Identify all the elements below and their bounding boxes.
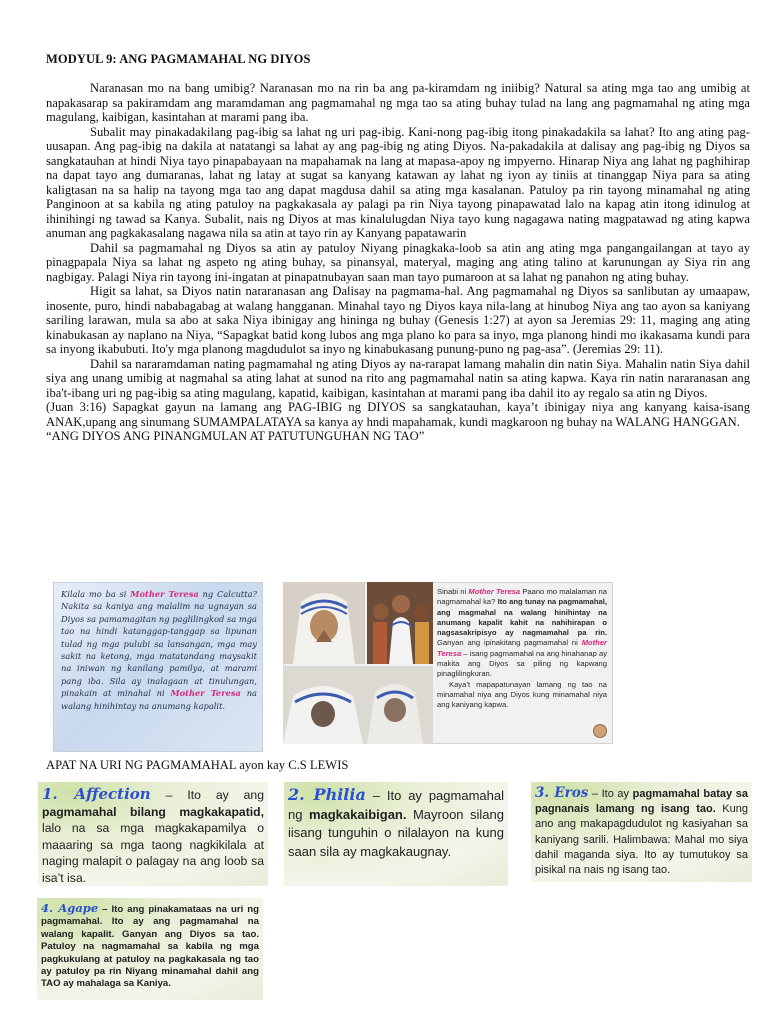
card-philia (284, 782, 508, 886)
paragraph-3: Dahil sa pagmamahal ng Diyos sa atin ay patuloy Niyang pinagkaka-loob sa atin ang ating mga pangangailangan at tayo ay pinagpapala Niya sa lahat ng aspeto ng ating buhay, sa pinansyal, materyal, maging ang ating talino at karunungan ay Siya rin ang nagbigay. Palagi Niya rin tayong ini-ingatan at pinapatnubayan saan man tayo pumaroon at sa lahat ng panahon ng ating buhay. (46, 240, 750, 284)
eros-text (535, 786, 748, 878)
agape-text (41, 902, 259, 991)
affection-bold: pagmamahal bilang magkakapatid, (42, 804, 264, 819)
agape-text-1: – Ito ang pinakamataas na uri ng pagmamahal. Ito ay ang pagmamahal na walang kapalit. Ganyan ang Diyos sa tao. Patuloy na nagmamahal sa kabila ng mga pagkukulang at patuloy na pagkakasala ng tao ay patuloy pa rin Niyang minamahal dahil ang TAO ay mahalaga sa Kaniya. (41, 904, 259, 990)
philia-bold: magkakaibigan. (308, 806, 407, 822)
quote-heading: “ANG DIYOS ANG PINANGMULAN AT PATUTUNGUHAN NG TAO” (46, 429, 425, 443)
paragraph-2: Subalit may pinakadakilang pag-ibig sa lahat ng uri pag-ibig. Kani-nong pag-ibig itong pinakadakila sa lahat? Ito ang ating pag-uusapan. Ang pag-ibig na dakila at natatangi sa lahat ay ang pag-ibig ng ating Diyos. Na-pakadakila at dalisay ang pag-ibig ng Diyos sa sangkatauhan at hindi Niya tayo pinapabayaan na mapahamak na lang at mapasa-apoy ng impyerno. Hinarap Niya ang lahat ng paghihirap na dapat tayo ang dumaranas, lahat ng latay at sugat sa kanyang katawan ay lahat ng iyon ay tiniis at tinanggap Niya para sa ating kaligtasan na sa halip na tayong mga tao ang dapat magdusa dahil sa ating mga kasalanan. Patuloy pa rin tayong minamahal ng ating Panginoon at sa kabila ng ating patuloy na pagkakasala ay palagi pa rin Niya tayong pinapawatad lalo na kapag atin itong idinulog at ihinihingi ng tawad sa Kanya. Subalit, nais ng Diyos at mas kinalulugdan Niya tayo kung nagagawa nating magpatawad ng ating kapwa anuman ang pagkakasalang nagawa nila sa atin at tayo rin ay Kanyang papatawarin (46, 124, 750, 240)
philia-title: 2. Philia (288, 785, 366, 804)
intro-text-3: na walang hinihintay na anumang kapalit. (61, 688, 258, 711)
quote-text-3: Ito ang tunay na pagmamahal, ang magmahal na walang hinihintay na anumang kapalit kahit na nahihirapan o nagsasakripisyo ay nagmamahal pa rin. (437, 597, 607, 638)
mother-teresa-quote-panel (283, 582, 613, 744)
photo-with-elder (283, 666, 433, 744)
photo-with-children (367, 582, 433, 664)
intro-name-2: Mother Teresa (170, 688, 241, 699)
affection-title: 1. Affection (42, 785, 151, 803)
affection-text-2: lalo na sa mga magkakapamilya o maaaring sa mga taong nagkikilala at naging malapit o palagay na ang loob sa isa’t isa. (42, 821, 264, 885)
author-avatar-icon (593, 724, 607, 738)
philia-text-2: Mayroon silang iisang tunguhin o nilalayon na kung saan sila ay magkakaugnay. (288, 806, 504, 859)
eros-text-1: – Ito ay (588, 788, 633, 800)
intro-text-2: ng Calcutta? Nakita sa kaniya ang malalim na ugnayan sa Diyos sa pamamagitan ng paglilingkod sa mga tao na hindi katanggap-tanggap sa lipunan tulad ng mga pulubi sa lansangan, mga may sakit na ketong, mga matatandang maysakit na iniwan ng kanilang pamilya, at marami pang iba. Sila ay inalagaan at tinulungan, pinakain at minahal ni (61, 589, 257, 699)
affection-text-1: – Ito ay ang (150, 788, 264, 802)
intro-text-1: Kilala mo ba si (61, 589, 131, 599)
quote-text-5: – isang pagmamahal na ang hinahanap ay makita ang Diyos sa piling ng kapwang pinaglilingkuran. (437, 648, 607, 679)
document-body (46, 52, 750, 444)
quote-text-4: Ganyan ang ipinakitang pagmamahal ni (437, 638, 582, 648)
eros-text-2: Kung ano ang makapagdudulot ng kasiyahan sa kaniyang sarili. Halimbawa: Mahal mo siya dahil maganda siya. Ito ay tumutukoy sa pisikal na nais ng isang tao. (535, 803, 748, 877)
agape-title: 4. Agape (41, 901, 99, 915)
module-title: MODYUL 9: ANG PAGMAMAHAL NG DIYOS (46, 52, 311, 66)
philia-text-1: – Ito ay pagmamahal ng (288, 788, 504, 822)
paragraph-5: Dahil sa nararamdaman nating pagmamahal ng ating Diyos ay na-rarapat lamang mahalin din natin Siya. Mahalin natin Siya dahil siya ang unang umibig at nagmahal sa ating lahat at sunod na rito ang pagmamahal natin sa ating kapwa. Kaya rin natin nararanasan ang iba't-ibang uri ng pag-ibig sa ating magulang, kapatid, kaibigan, kasintahan at marami pang iba dahil ito ay regalo sa atin ng Diyos. (46, 356, 750, 400)
quote-name-1: Mother Teresa (468, 587, 521, 596)
quote-text-1: Sinabi ni (437, 587, 469, 596)
quote-text-2: Paano mo malalaman na nagmamahal ka? (437, 587, 607, 607)
quote-name-2: Mother Teresa (437, 638, 607, 658)
quote-text-6: Kaya’t mapapatunayan lamang ng tao na minamahal niya ang Diyos kung minamahal niya ang kaniyang kapwa. (437, 679, 607, 710)
philia-text (288, 786, 504, 861)
mother-teresa-quote-text (437, 587, 607, 711)
card-eros (531, 782, 752, 882)
affection-text (42, 786, 264, 886)
paragraph-1: Naranasan mo na bang umibig? Naranasan mo na rin ba ang pa-kiramdam ng iniibig? Natural sa ating mga tao ang umibig at napakasarap sa pakiramdam ang maramdaman ang pagmamahal ng mga tao sa ating buhay tulad na lang ang pagmamahal ng ating mga magulang, kaibigan, kasintahan at marami pang iba. (46, 81, 750, 124)
eros-bold: pagmamahal batay sa pagnanais lamang ng isang tao. (535, 788, 748, 816)
card-agape (37, 898, 263, 1000)
eros-title: 3. Eros (535, 785, 589, 801)
mother-teresa-intro-text (61, 588, 257, 712)
mother-teresa-photo-collage (283, 582, 433, 744)
paragraph-4: Higit sa lahat, sa Diyos natin nararanasan ang Dalisay na pagmama-hal. Ang pagmamahal ng Diyos sa sanlibutan ay umaapaw, inosente, puro, hindi nababagabag at walang hangganan. Minahal tayo ng Diyos kaya nila-lang at hinubog Niya ang tao ayon sa kaniyang sariling larawan, mula sa abo at saka Niya ibinigay ang hininga ng buhay (Genesis 1:27) at ayon sa Jeremias 29: 11, maging ang ating kinabukasan ay naplano na Niya, “Sapagkat batid kong lubos ang mga plano ko para sa inyo, mga planong hindi mo ikakasama kundi para sa inyong ikabubuti. Ito'y mga planong magdudulot sa inyo ng kinabukasang punung-puno ng pag-asa”. (Jeremias 29: 11). (46, 284, 750, 356)
intro-name-1: Mother Teresa (130, 589, 199, 599)
four-loves-heading: APAT NA URI NG PAGMAMAHAL ayon kay C.S LEWIS (46, 758, 349, 772)
mother-teresa-intro-panel (53, 582, 263, 752)
photo-praying (283, 582, 365, 664)
card-affection (38, 782, 268, 886)
paragraph-6-juan: (Juan 3:16) Sapagkat gayun na lamang ang PAG-IBIG ng DIYOS sa sangkatauhan, kaya’t ibinigay niya ang kanyang kaisa-isang ANAK,upang ang sinumang SUMAMPALATAYA sa kanya ay hndi mapahamak, kundi magkaroon ng buhay na WALANG HANGGAN. (46, 400, 750, 429)
